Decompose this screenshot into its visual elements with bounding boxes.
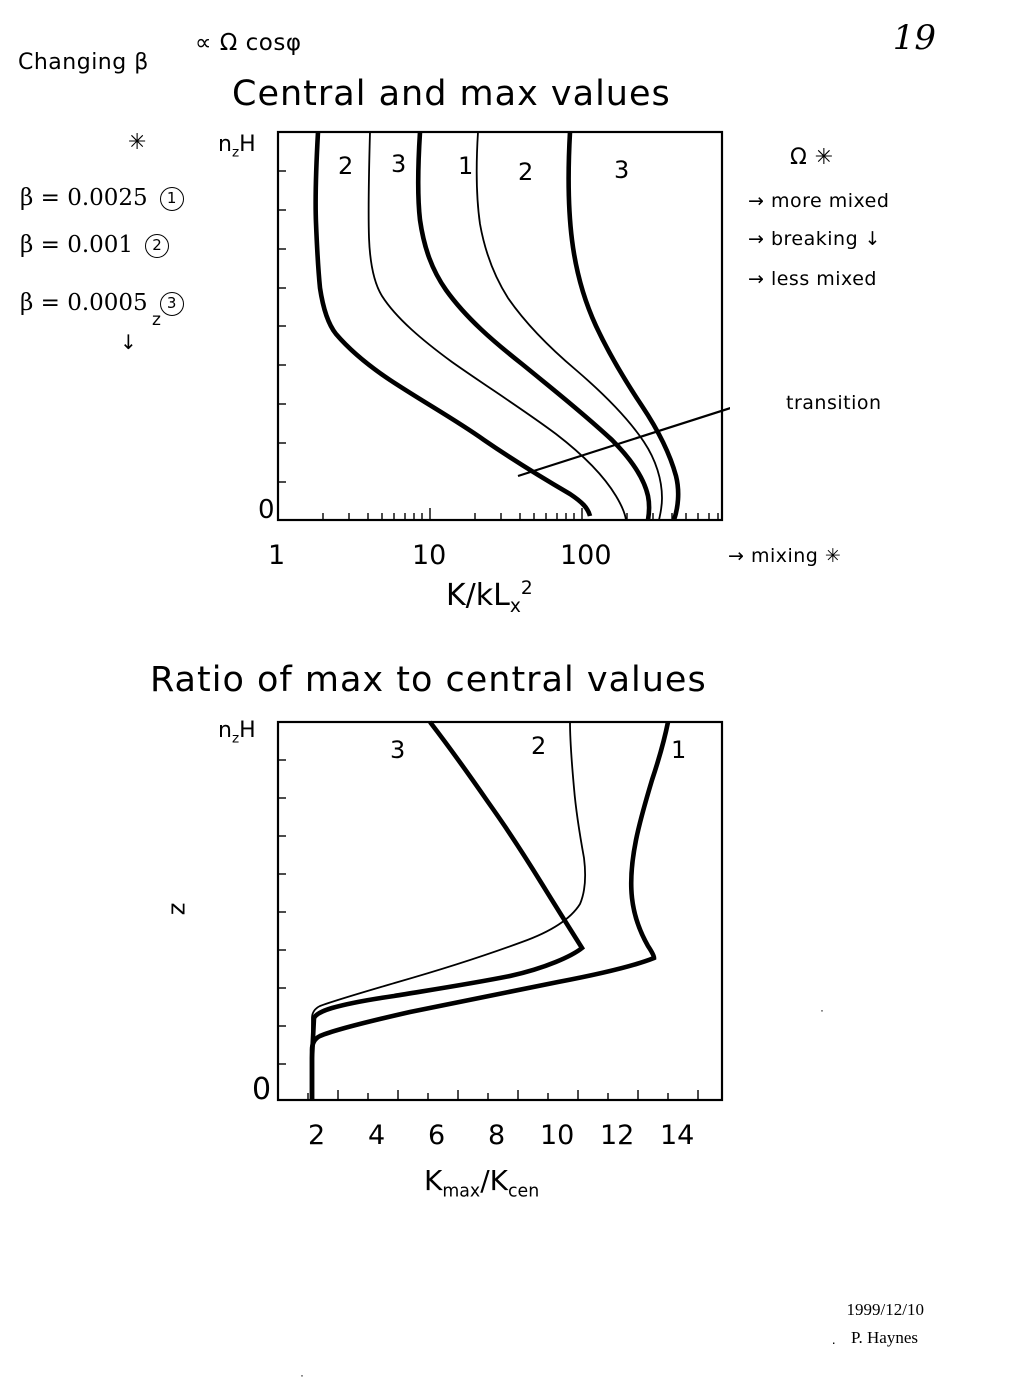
top-chart-plot [270,128,730,528]
top-curve-label-3a: 3 [391,150,407,178]
top-curve-label-2b: 2 [518,158,534,186]
bottom-xtick-12: 12 [600,1120,635,1151]
bottom-chart-y-zero-tick: 0 [252,1072,272,1107]
note-breaking: → breaking ↓ [748,228,882,250]
footer-author: P. Haynes [850,1328,918,1347]
top-chart-title: Central and max values [232,74,671,114]
top-xtick-10: 10 [412,540,447,571]
bottom-xtick-2: 2 [308,1120,326,1151]
note-z-label: z [152,310,162,330]
bottom-curve-label-2: 2 [531,732,547,760]
bottom-curve-3 [312,722,582,1100]
bottom-curve-label-1: 1 [671,736,687,764]
bottom-chart-y-axis-name: z [162,902,191,916]
bottom-xtick-4: 4 [368,1120,386,1151]
top-xtick-100: 100 [560,540,612,571]
beta-value-1-text: β = 0.0025 [20,185,148,211]
bottom-xtick-10: 10 [540,1120,575,1151]
top-xtick-1: 1 [268,540,286,571]
transition-arrow-icon [518,394,730,476]
page-number: 19 [892,18,936,58]
bottom-chart-xticks [278,1090,698,1100]
top-chart-y-zero-tick: 0 [258,495,275,525]
top-curve-max-3 [569,132,678,520]
footer-date: 1999/12/10 [846,1300,924,1319]
top-curve-central-3 [369,132,626,520]
bottom-chart-ylabel: $n_zH$ [218,718,256,747]
top-chart-xticks [278,508,718,520]
bottom-chart-yticks [278,722,290,1100]
note-less-mixed: → less mixed [748,268,877,290]
bottom-chart-xlabel: $K_{max}/K_{cen}$ [424,1164,540,1202]
note-more-mixed: → more mixed [748,190,890,212]
circled-number-1: 1 [160,187,184,211]
top-curve-central-2 [316,132,590,516]
note-changing-beta: Changing β [18,50,149,75]
top-curve-max-1 [418,132,649,520]
stray-mark-icon-2: · [300,1368,304,1382]
bottom-xtick-8: 8 [488,1120,506,1151]
top-chart-yticks [278,132,290,520]
bottom-curve-1 [312,722,668,1100]
footer-dot-icon: · [831,1334,836,1350]
bottom-xtick-6: 6 [428,1120,446,1151]
bottom-chart-title: Ratio of max to central values [150,660,707,700]
note-beta-value-1 [20,185,184,211]
circled-number-2: 2 [145,234,169,258]
beta-value-3-text: β = 0.0005 [20,290,148,316]
top-chart-ylabel: $n_zH$ [218,132,256,161]
bottom-xtick-14: 14 [660,1120,695,1151]
bottom-chart-axes-frame [278,722,722,1100]
top-curve-label-3b: 3 [614,156,630,184]
note-beta-value-2 [20,232,169,258]
circled-number-3: 3 [160,292,184,316]
down-arrow-icon: ↓ [120,330,138,354]
note-omega-star: Ω ✳ [790,145,834,170]
note-mixing: → mixing ✳ [728,545,842,567]
top-curve-label-2a: 2 [338,152,354,180]
stray-mark-icon: · [820,1003,824,1017]
bottom-chart-plot [270,718,730,1108]
beta-value-2-text: β = 0.001 [20,232,134,258]
note-transition: transition [786,392,882,414]
top-chart-xlabel: $K/kL_x^2$ [446,578,533,617]
bottom-curve-label-3: 3 [390,736,406,764]
star-icon: ✳ [128,130,147,155]
bottom-curve-2 [312,722,585,1100]
note-beta-proportional: ∝ Ω cosφ [195,30,302,56]
top-curve-label-1: 1 [458,152,474,180]
